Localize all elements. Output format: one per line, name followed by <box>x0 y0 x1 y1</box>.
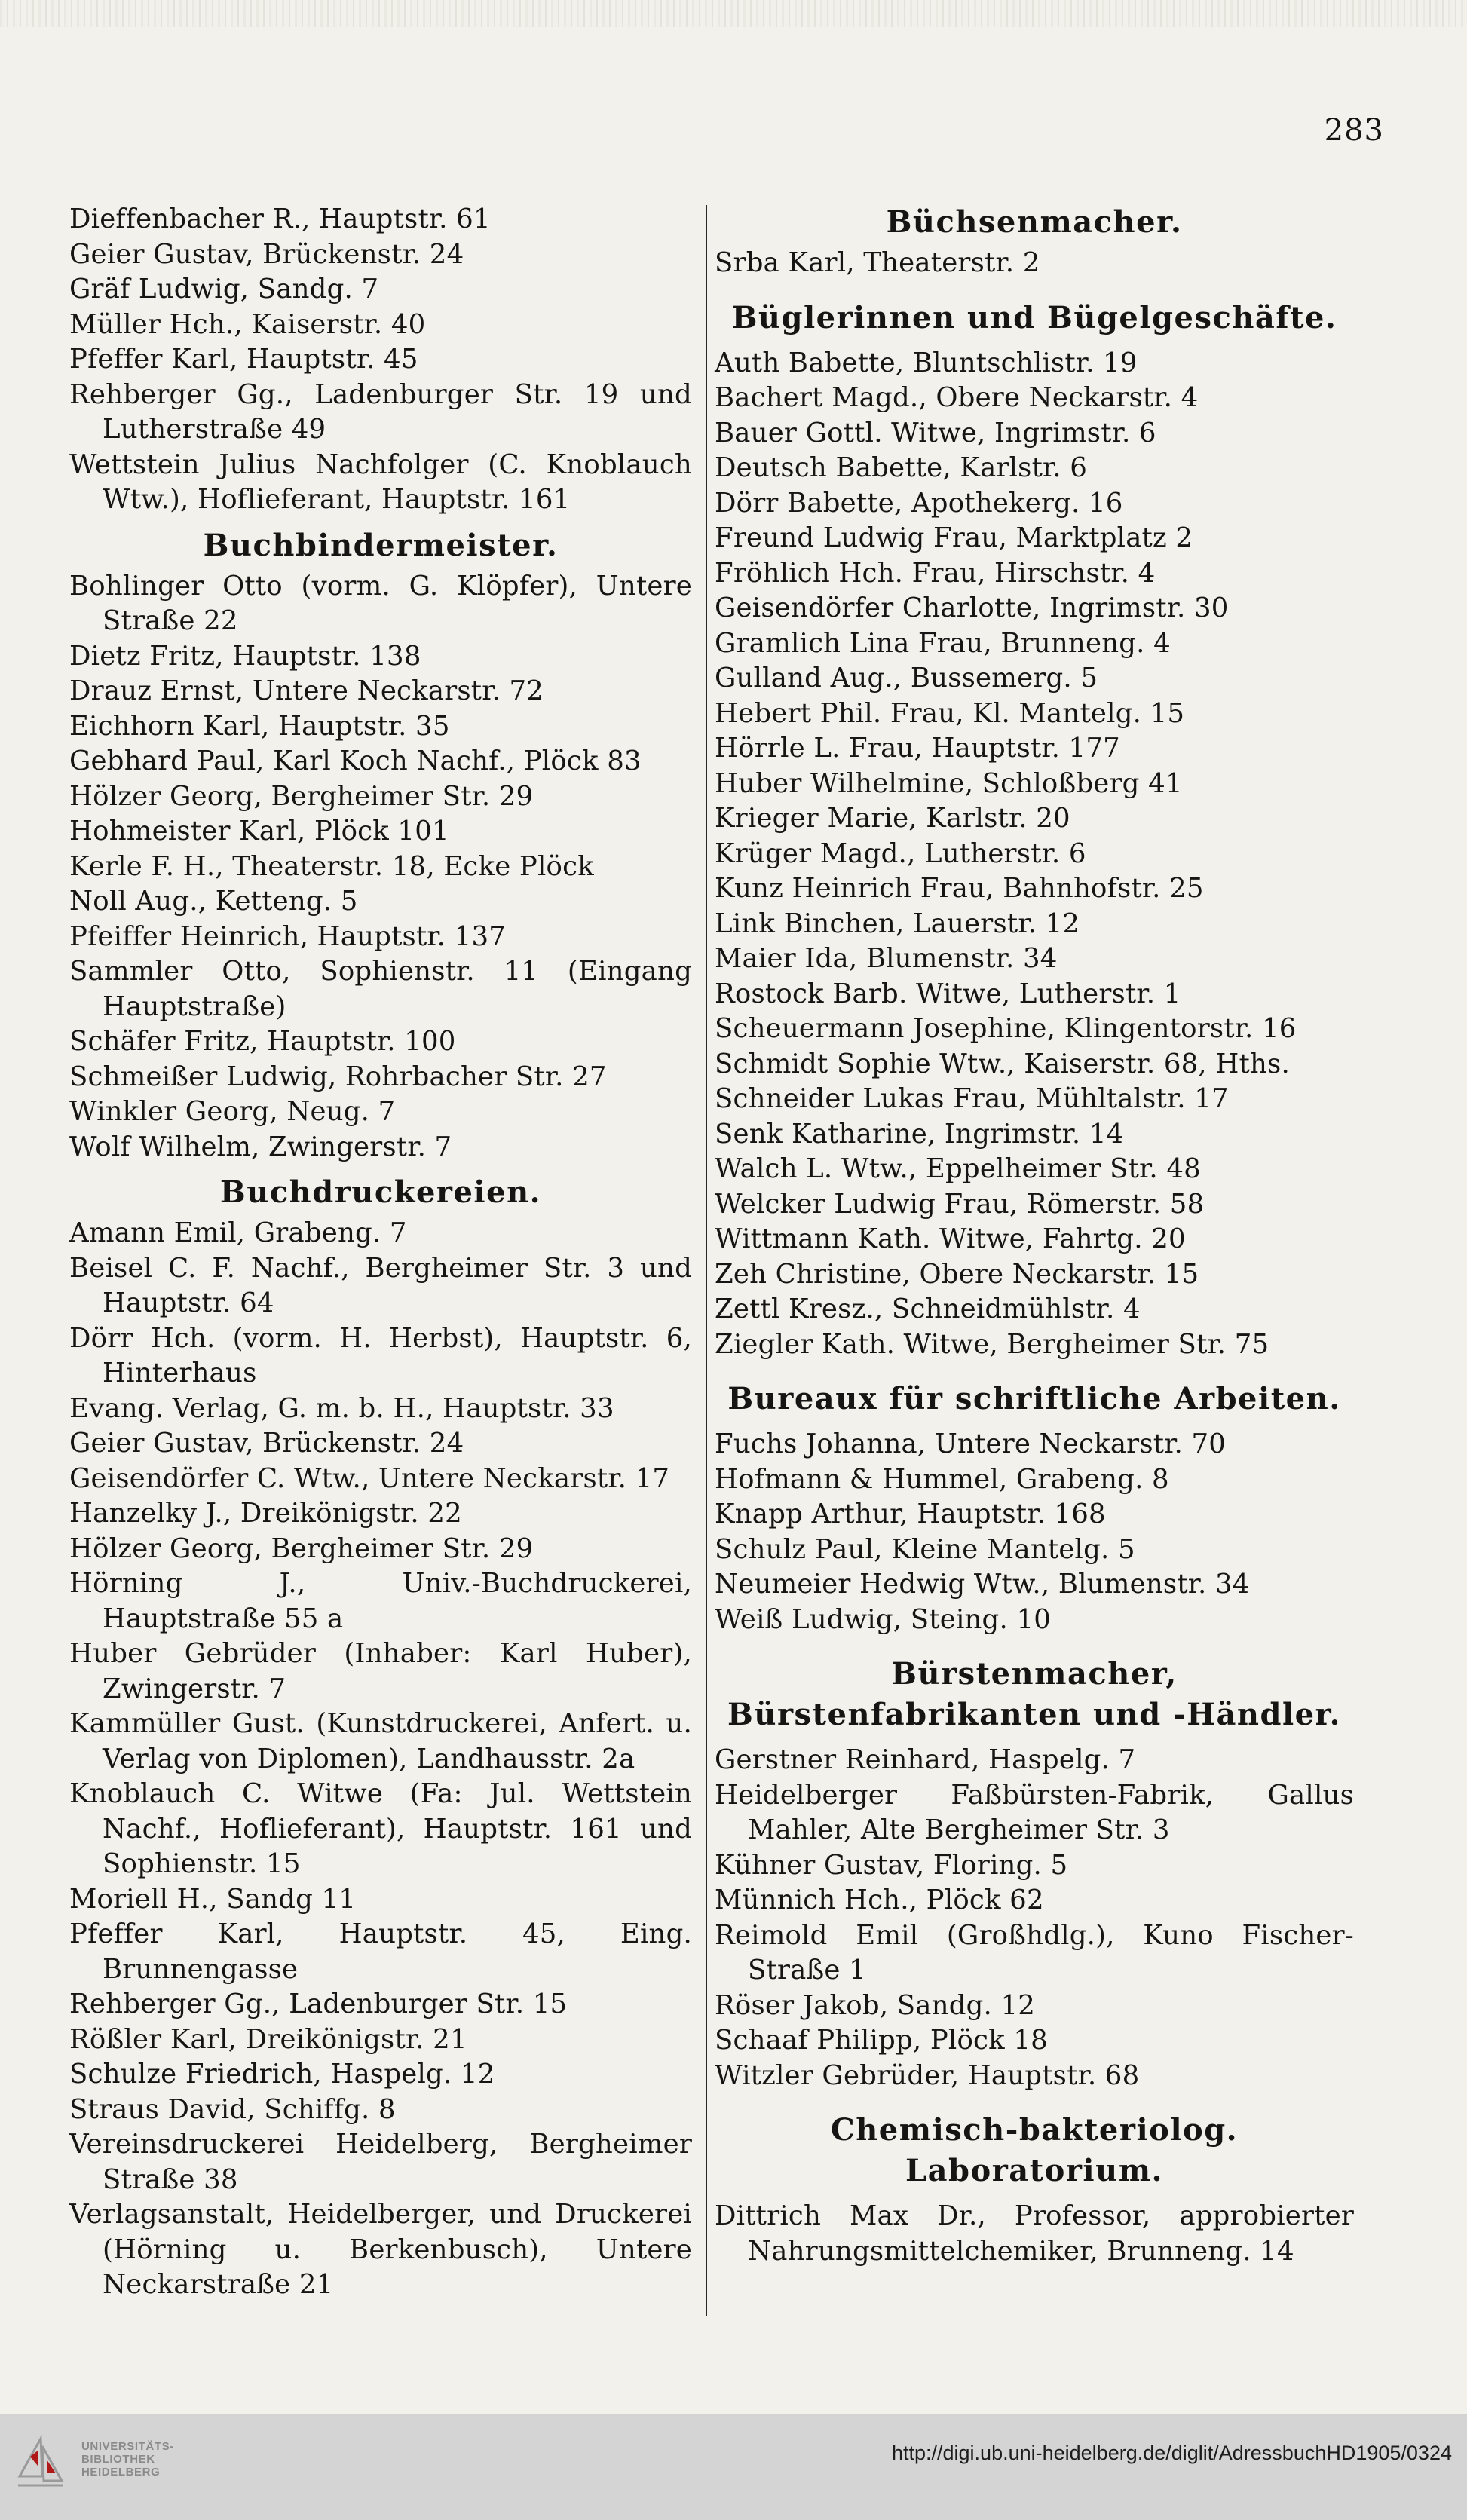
directory-entry: Gulland Aug., Bussemerg. 5 <box>715 663 1098 694</box>
directory-entry: Fuchs Johanna, Untere Neckarstr. 70 <box>715 1428 1227 1459</box>
directory-entry: Schmeißer Ludwig, Rohrbacher Str. 27 <box>69 1061 607 1092</box>
directory-entry: Walch L. Wtw., Eppelheimer Str. 48 <box>715 1153 1201 1184</box>
directory-entry: Wolf Wilhelm, Zwingerstr. 7 <box>69 1131 452 1162</box>
directory-entry: Vereinsdruckerei Heidelberg, Bergheimer Straße 38 <box>69 2129 692 2195</box>
section-heading: Bürstenmacher, Bürstenfabrikanten und -Händler. <box>727 1656 1341 1732</box>
directory-entry: Fröhlich Hch. Frau, Hirschstr. 4 <box>715 557 1156 589</box>
section-heading: Chemisch-bakteriolog. Laboratorium. <box>830 2112 1239 2188</box>
directory-entry: Zettl Kresz., Schneidmühlstr. 4 <box>715 1294 1141 1324</box>
directory-entry: Hörning J., Univ.-Buchdruckerei, Hauptstraße 55 a <box>69 1568 692 1634</box>
directory-entry: Evang. Verlag, G. m. b. H., Hauptstr. 33 <box>69 1392 614 1424</box>
directory-entry: Maier Ida, Blumenstr. 34 <box>715 943 1058 974</box>
directory-entry: Ziegler Kath. Witwe, Bergheimer Str. 75 <box>715 1328 1269 1360</box>
section-heading: Büchsenmacher. <box>886 204 1183 240</box>
source-url[interactable]: http://digi.ub.uni-heidelberg.de/diglit/AdressbuchHD1905/0324 <box>891 2442 1452 2464</box>
directory-entry: Dieffenbacher R., Hauptstr. 61 <box>69 204 491 234</box>
directory-entry: Deutsch Babette, Karlstr. 6 <box>715 452 1088 483</box>
section-heading: Büglerinnen und Bügelgeschäfte. <box>731 299 1337 335</box>
directory-entry: Sammler Otto, Sophienstr. 11 (Eingang Hauptstraße) <box>69 956 692 1022</box>
directory-entry: Senk Katharine, Ingrimstr. 14 <box>715 1118 1124 1150</box>
directory-entry: Geier Gustav, Brückenstr. 24 <box>69 1428 464 1459</box>
directory-entry: Dörr Hch. (vorm. H. Herbst), Hauptstr. 6, Hinterhaus <box>69 1322 692 1389</box>
directory-entry: Bachert Magd., Obere Neckarstr. 4 <box>715 382 1199 413</box>
directory-entry: Hanzelky J., Dreikönigstr. 22 <box>69 1498 462 1529</box>
directory-entry: Hohmeister Karl, Plöck 101 <box>69 816 449 847</box>
directory-entry: Münnich Hch., Plöck 62 <box>715 1885 1044 1915</box>
directory-entry: Zeh Christine, Obere Neckarstr. 15 <box>715 1258 1199 1290</box>
library-name-line: HEIDELBERG <box>81 2466 161 2479</box>
library-logo-text <box>81 2440 174 2479</box>
directory-entry: Dörr Babette, Apothekerg. 16 <box>715 487 1123 519</box>
section-heading: Buchbindermeister. <box>203 527 559 563</box>
directory-entry: Hölzer Georg, Bergheimer Str. 29 <box>69 780 534 812</box>
library-name-line: UNIVERSITÄTS- <box>81 2440 174 2453</box>
directory-entry: Neumeier Hedwig Wtw., Blumenstr. 34 <box>715 1569 1250 1600</box>
directory-entry: Gebhard Paul, Karl Koch Nachf., Plöck 83 <box>69 746 642 776</box>
directory-entry: Müller Hch., Kaiserstr. 40 <box>69 308 426 340</box>
directory-entry: Knapp Arthur, Hauptstr. 168 <box>715 1499 1106 1529</box>
directory-entry: Wittmann Kath. Witwe, Fahrtg. 20 <box>715 1223 1186 1254</box>
directory-entry: Rehberger Gg., Ladenburger Str. 15 <box>69 1989 568 2019</box>
directory-entry: Kammüller Gust. (Kunstdruckerei, Anfert. u. Verlag von Diplomen), Landhausstr. 2a <box>69 1708 692 1774</box>
directory-entry: Link Binchen, Lauerstr. 12 <box>715 908 1080 939</box>
directory-entry: Moriell H., Sandg 11 <box>69 1883 357 1915</box>
directory-entry: Hebert Phil. Frau, Kl. Mantelg. 15 <box>715 697 1185 729</box>
directory-entry: Kunz Heinrich Frau, Bahnhofstr. 25 <box>715 873 1204 904</box>
directory-entry: Bauer Gottl. Witwe, Ingrimstr. 6 <box>715 417 1156 449</box>
directory-entry: Schmidt Sophie Wtw., Kaiserstr. 68, Hths. <box>715 1048 1290 1079</box>
directory-entry: Hölzer Georg, Bergheimer Str. 29 <box>69 1533 534 1564</box>
directory-entry: Scheuermann Josephine, Klingentorstr. 16 <box>715 1013 1297 1044</box>
directory-entry: Krieger Marie, Karlstr. 20 <box>715 803 1070 834</box>
library-name-line: BIBLIOTHEK <box>81 2453 155 2466</box>
directory-entry: Röser Jakob, Sandg. 12 <box>715 1989 1036 2021</box>
directory-entry: Hörrle L. Frau, Hauptstr. 177 <box>715 733 1120 764</box>
directory-entry: Huber Wilhelmine, Schloßberg 41 <box>715 767 1183 799</box>
page-number: 283 <box>1324 113 1384 148</box>
directory-entry: Bohlinger Otto (vorm. G. Klöpfer), Untere Straße 22 <box>69 570 692 636</box>
directory-entry: Pfeiffer Heinrich, Hauptstr. 137 <box>69 920 507 952</box>
directory-entry: Geisendörfer Charlotte, Ingrimstr. 30 <box>715 592 1229 623</box>
directory-entry: Huber Gebrüder (Inhaber: Karl Huber), Zwingerstr. 7 <box>69 1638 692 1704</box>
left-column <box>69 202 692 2303</box>
column-divider <box>706 205 707 2316</box>
right-column <box>715 202 1354 2269</box>
directory-entry: Rößler Karl, Dreikönigstr. 21 <box>69 2023 467 2055</box>
directory-entry: Schulze Friedrich, Haspelg. 12 <box>69 2059 495 2090</box>
directory-entry: Reimold Emil (Großhdlg.), Kuno Fischer-Straße 1 <box>715 1919 1354 1986</box>
scan-edge-noise <box>0 0 1467 27</box>
section-heading: Bureaux für schriftliche Arbeiten. <box>727 1381 1341 1416</box>
university-seal-icon <box>15 2431 68 2494</box>
directory-entry: Gräf Ludwig, Sandg. 7 <box>69 274 379 305</box>
directory-entry: Hofmann & Hummel, Grabeng. 8 <box>715 1463 1169 1495</box>
directory-entry: Schaaf Philipp, Plöck 18 <box>715 2025 1048 2056</box>
directory-entry: Eichhorn Karl, Hauptstr. 35 <box>69 710 450 742</box>
directory-entry: Heidelberger Faßbürsten-Fabrik, Gallus Mahler, Alte Bergheimer Str. 3 <box>715 1779 1354 1845</box>
directory-entry: Gerstner Reinhard, Haspelg. 7 <box>715 1744 1136 1775</box>
directory-entry: Drauz Ernst, Untere Neckarstr. 72 <box>69 675 544 706</box>
section-heading: Buchdruckereien. <box>219 1174 542 1210</box>
directory-entry: Amann Emil, Grabeng. 7 <box>69 1217 407 1248</box>
directory-entry: Welcker Ludwig Frau, Römerstr. 58 <box>715 1188 1205 1220</box>
directory-entry: Geisendörfer C. Wtw., Untere Neckarstr. 17 <box>69 1462 670 1494</box>
directory-entry: Straus David, Schiffg. 8 <box>69 2093 396 2125</box>
directory-entry: Pfeffer Karl, Hauptstr. 45 <box>69 344 418 375</box>
directory-entry: Knoblauch C. Witwe (Fa: Jul. Wettstein Nachf., Hoflieferant), Hauptstr. 161 und Sophienstr. 15 <box>69 1778 692 1879</box>
directory-entry: Schulz Paul, Kleine Mantelg. 5 <box>715 1533 1135 1565</box>
footer-bar <box>0 2414 1467 2520</box>
directory-entry: Krüger Magd., Lutherstr. 6 <box>715 837 1086 869</box>
directory-entry: Wettstein Julius Nachfolger (C. Knoblauch Wtw.), Hoflieferant, Hauptstr. 161 <box>69 449 692 515</box>
directory-entry: Rehberger Gg., Ladenburger Str. 19 und Lutherstraße 49 <box>69 378 692 445</box>
directory-entry: Weiß Ludwig, Steing. 10 <box>715 1603 1052 1635</box>
directory-entry: Geier Gustav, Brückenstr. 24 <box>69 238 464 270</box>
directory-entry: Schäfer Fritz, Hauptstr. 100 <box>69 1026 456 1057</box>
directory-entry: Kühner Gustav, Floring. 5 <box>715 1849 1068 1881</box>
directory-entry: Witzler Gebrüder, Hauptstr. 68 <box>715 2059 1140 2091</box>
directory-entry: Schneider Lukas Frau, Mühltalstr. 17 <box>715 1083 1229 1114</box>
directory-entry: Beisel C. F. Nachf., Bergheimer Str. 3 und Hauptstr. 64 <box>69 1252 692 1318</box>
directory-entry: Noll Aug., Ketteng. 5 <box>69 886 358 917</box>
directory-entry: Rostock Barb. Witwe, Lutherstr. 1 <box>715 978 1181 1009</box>
directory-entry: Kerle F. H., Theaterstr. 18, Ecke Plöck <box>69 850 594 882</box>
directory-entry: Auth Babette, Bluntschlistr. 19 <box>715 347 1138 378</box>
directory-entry: Pfeffer Karl, Hauptstr. 45, Eing. Brunnengasse <box>69 1918 692 1985</box>
directory-entry: Gramlich Lina Frau, Brunneng. 4 <box>715 627 1171 659</box>
directory-entry: Winkler Georg, Neug. 7 <box>69 1096 396 1127</box>
directory-entry: Srba Karl, Theaterstr. 2 <box>715 247 1040 278</box>
directory-entry: Dietz Fritz, Hauptstr. 138 <box>69 640 421 672</box>
directory-entry: Verlagsanstalt, Heidelberger, und Druckerei (Hörning u. Berkenbusch), Untere Neckarstraße 21 <box>69 2199 692 2300</box>
directory-entry: Freund Ludwig Frau, Marktplatz 2 <box>715 522 1193 553</box>
directory-entry: Dittrich Max Dr., Professor, approbierter Nahrungsmittelchemiker, Brunneng. 14 <box>715 2200 1354 2267</box>
